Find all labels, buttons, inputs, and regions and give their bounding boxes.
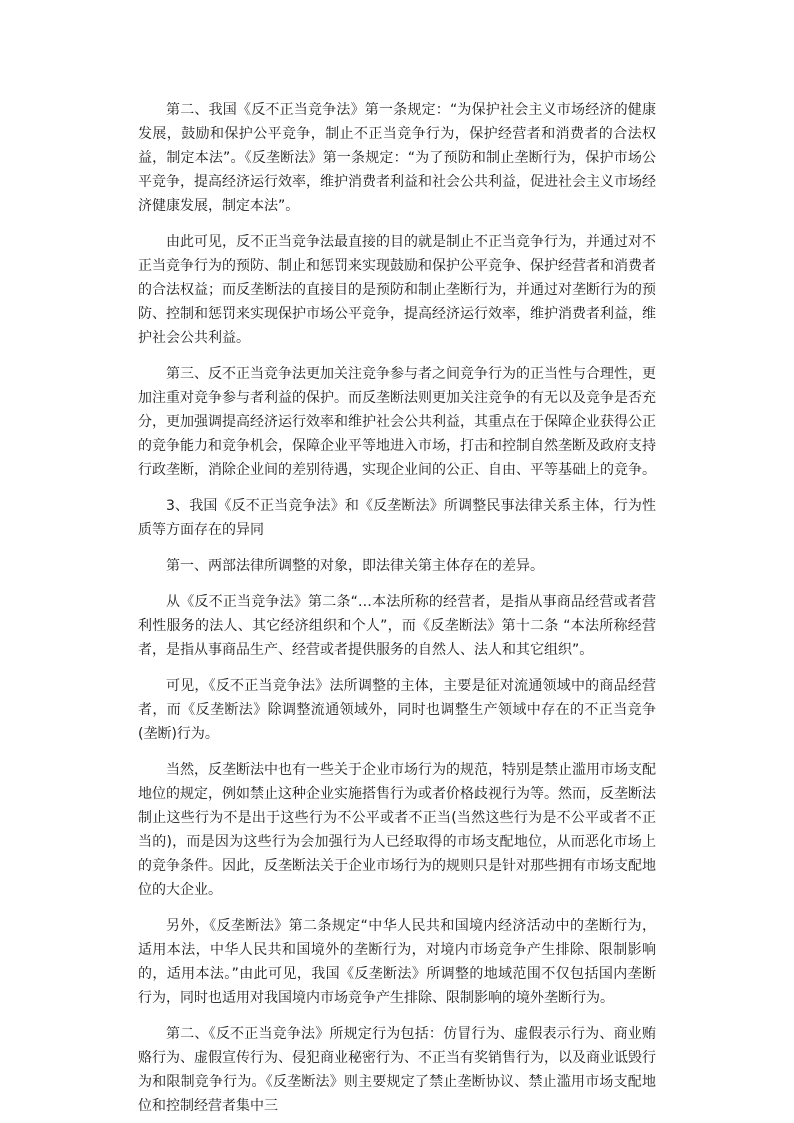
paragraph-7: 可见，《反不正当竞争法》法所调整的主体，主要是征对流通领域中的商品经营者，而《反垄断法》除调整流通领域外，同时也调整生产领域中存在的不正当竞争(垄断)行为。 — [138, 678, 656, 742]
section-heading-3: 3、我国《反不正当竞争法》和《反垄断法》所调整民事法律关系主体，行为性质等方面存在的异同 — [138, 498, 656, 538]
paragraph-2: 由此可见，反不正当竞争法最直接的目的就是制止不正当竞争行为，并通过对不正当竞争行为的预防、制止和惩罚来实现鼓励和保护公平竞争、保护经营者和消费者的合法权益；而反垄断法的直接目的是预防和制止垄断行为，并通过对垄断行为的预防、控制和惩罚来实现保护市场公平竞争，提高经济运行效率，维护消费者利益，维护社会公共利益。 — [138, 234, 656, 346]
paragraph-5: 第一、两部法律所调整的对象，即法律关第主体存在的差异。 — [166, 558, 544, 574]
paragraph-1: 第二、我国《反不正当竞争法》第一条规定：“为保护社会主义市场经济的健康发展，鼓励和保护公平竞争，制止不正当竞争行为，保护经营者和消费者的合法权益，制定本法”。《反垄断法》第一条规定：“为了预防和制止垄断行为，保护市场公平竞争，提高经济运行效率，维护消费者利益和社会公共利益，促进社会主义市场经济健康发展，制定本法”。 — [138, 102, 656, 214]
paragraph-8: 当然，反垄断法中也有一些关于企业市场行为的规范，特别是禁止滥用市场支配地位的规定，例如禁止这种企业实施搭售行为或者价格歧视行为等。然而，反垄断法制止这些行为不是出于这些行为不公平或者不正当(当然这些行为是不公平或者不正当的)，而是因为这些行为会加强行为人已经取得的市场支配地位，从而恶化市场上的竞争条件。因此，反垄断法关于企业市场行为的规则只是针对那些拥有市场支配地位的大企业。 — [138, 762, 656, 898]
paragraph-6: 从《反不正当竞争法》第二条“…本法所称的经营者，是指从事商品经营或者营利性服务的法人、其它经济组织和个人”，而《反垄断法》第十二条 “本法所称经营者，是指从事商品生产、经营或者提供服务的自然人、法人和其它组织”。 — [138, 594, 656, 658]
paragraph-9: 另外，《反垄断法》第二条规定“中华人民共和国境内经济活动中的垄断行为，适用本法，中华人民共和国境外的垄断行为，对境内市场竞争产生排除、限制影响的，适用本法。”由此可见，我国《反垄断法》所调整的地域范围不仅包括国内垄断行为，同时也适用对我国境内市场竞争产生排除、限制影响的境外垄断行为。 — [138, 918, 656, 1006]
paragraph-10: 第二、《反不正当竞争法》所规定行为包括：仿冒行为、虚假表示行为、商业贿赂行为、虚假宣传行为、侵犯商业秘密行为、不正当有奖销售行为，以及商业诋毁行为和限制竞争行为。《反垄断法》则主要规定了禁止垄断协议、禁止滥用市场支配地位和控制经营者集中三 — [138, 1026, 656, 1114]
paragraph-3: 第三、反不正当竞争法更加关注竞争参与者之间竞争行为的正当性与合理性，更加注重对竞争参与者利益的保护。而反垄断法则更加关注竞争的有无以及竞争是否充分，更加强调提高经济运行效率和维护社会公共利益，其重点在于保障企业获得公正的竞争能力和竞争机会，保障企业平等地进入市场，打击和控制自然垄断及政府支持行政垄断，消除企业间的差别待遇，实现企业间的公正、自由、平等基础上的竞争。 — [138, 366, 656, 478]
